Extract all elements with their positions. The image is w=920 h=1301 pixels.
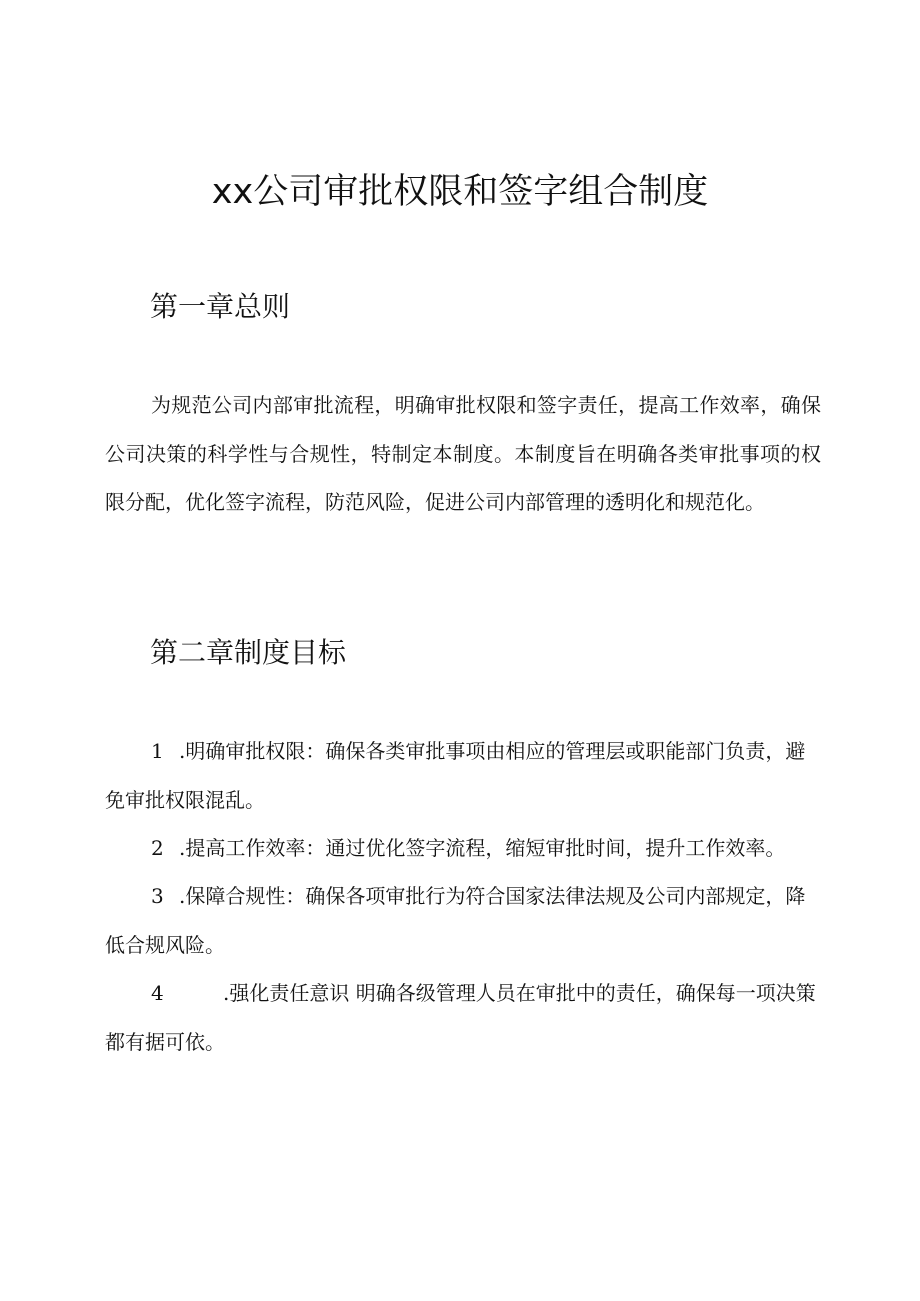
goal-item: [105, 824, 821, 873]
goal-item: [105, 872, 821, 969]
goal-text: .强化责任意识 明确各级管理人员在审批中的责任，确保每一项决策都有据可依。: [105, 981, 816, 1054]
chapter-heading-objectives: 第二章制度目标: [150, 636, 347, 669]
chapter-heading-general: 第一章总则: [150, 290, 291, 323]
goal-text: .明确审批权限：确保各类审批事项由相应的管理层或职能部门负责，避免审批权限混乱。: [105, 739, 806, 812]
goal-text: .提高工作效率：通过优化签字流程，缩短审批时间，提升工作效率。: [179, 836, 786, 860]
goal-number: 1: [151, 739, 164, 763]
goal-number: 2: [151, 836, 164, 860]
goal-item: [105, 969, 821, 1066]
document-title: xx公司审批权限和签字组合制度: [211, 172, 709, 212]
goal-text: .保障合规性：确保各项审批行为符合国家法律法规及公司内部规定，降低合规风险。: [105, 884, 806, 957]
goal-item: [105, 727, 821, 824]
goal-number: 4: [151, 981, 164, 1005]
intro-paragraph: 为规范公司内部审批流程，明确审批权限和签字责任，提高工作效率，确保公司决策的科学性与合规性，特制定本制度。本制度旨在明确各类审批事项的权限分配，优化签字流程，防范风险，促进公司内部管理的透明化和规范化。: [105, 393, 821, 514]
goal-number: 3: [151, 884, 164, 908]
